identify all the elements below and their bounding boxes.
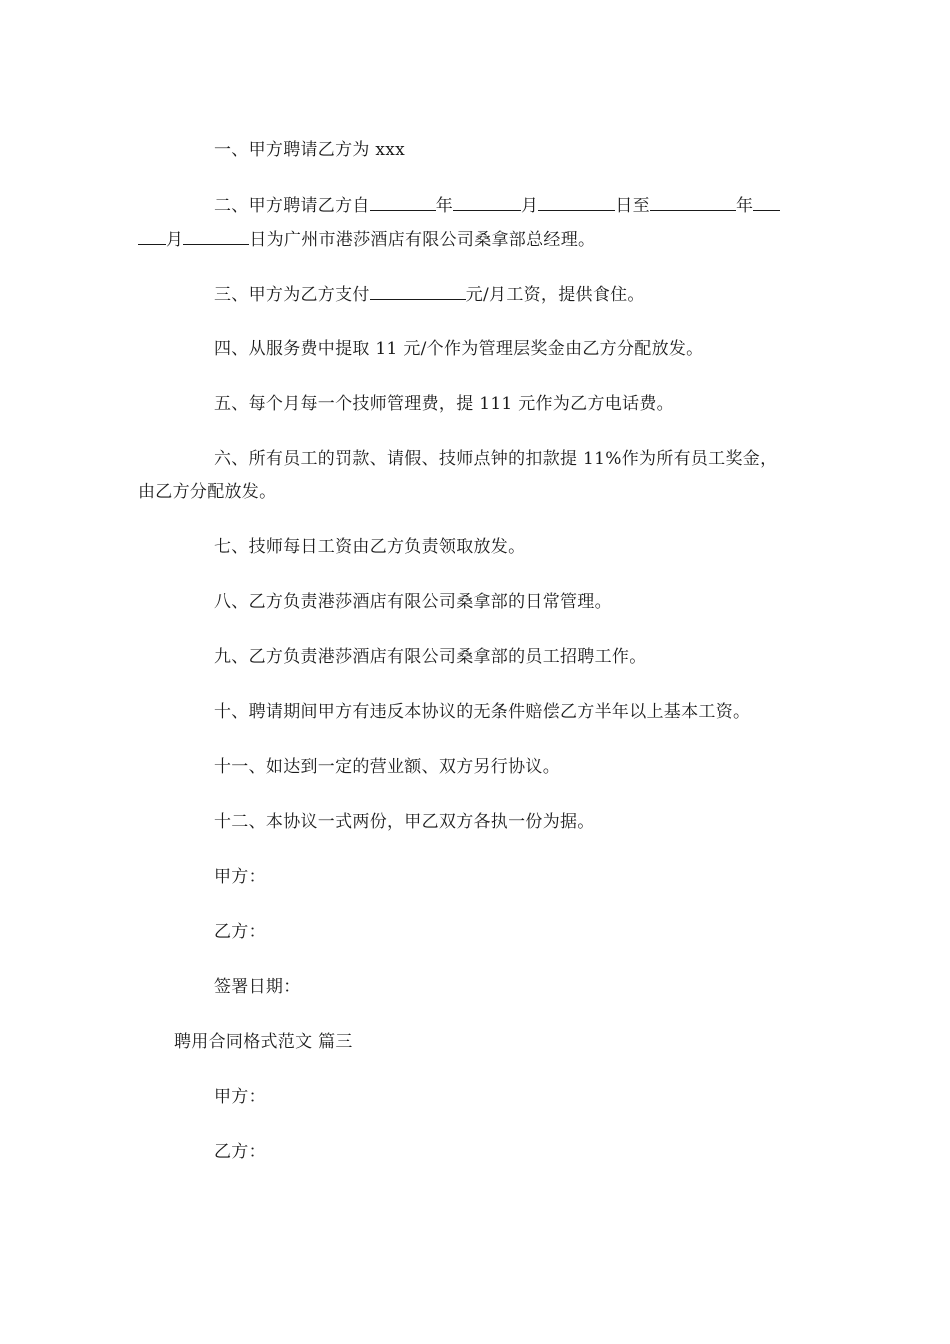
clause-9: 九、乙方负责港莎酒店有限公司桑拿部的员工招聘工作。	[214, 647, 647, 667]
clause-2-year2: 年	[735, 196, 754, 216]
blank-end-day	[183, 228, 249, 245]
blank-start-month	[453, 194, 521, 211]
blank-end-month-part2	[138, 228, 166, 245]
section3-party-a: 甲方：	[214, 1087, 266, 1107]
clause-5: 五、每个月每一个技师管理费，提 111 元作为乙方电话费。	[214, 394, 674, 414]
clause-3-prefix: 三、甲方为乙方支付	[214, 285, 370, 305]
clause-7: 七、技师每日工资由乙方负责领取放发。	[214, 537, 526, 557]
section-heading: 聘用合同格式范文 篇三	[174, 1032, 353, 1052]
clause-2-prefix: 二、甲方聘请乙方自	[214, 196, 370, 216]
clause-6-line-1: 六、所有员工的罚款、请假、技师点钟的扣款提 11%作为所有员工奖金，	[214, 449, 778, 469]
clause-2-line-1	[214, 194, 780, 217]
section3-party-b: 乙方：	[214, 1142, 266, 1162]
clause-4: 四、从服务费中提取 11 元/个作为管理层奖金由乙方分配放发。	[214, 339, 704, 359]
clause-11: 十一、如达到一定的营业额、双方另行协议。	[214, 757, 560, 777]
signature-party-b: 乙方：	[214, 922, 266, 942]
blank-end-month-part1	[753, 194, 780, 211]
blank-end-year	[650, 194, 736, 211]
clause-2-month2: 月	[166, 230, 184, 250]
clause-2-line-2	[138, 228, 595, 251]
clause-3-suffix: 元/月工资，提供食住。	[465, 285, 645, 305]
blank-salary	[370, 283, 466, 300]
clause-2-month1: 月	[521, 196, 539, 216]
clause-12: 十二、本协议一式两份，甲乙双方各执一份为据。	[214, 812, 595, 832]
clause-2-tail: 日为广州市港莎酒店有限公司桑拿部总经理。	[249, 230, 596, 250]
blank-start-year	[370, 194, 436, 211]
blank-start-day	[538, 194, 615, 211]
clause-8: 八、乙方负责港莎酒店有限公司桑拿部的日常管理。	[214, 592, 612, 612]
clause-1: 一、甲方聘请乙方为 xxx	[214, 140, 406, 160]
clause-10: 十、聘请期间甲方有违反本协议的无条件赔偿乙方半年以上基本工资。	[214, 702, 751, 722]
clause-3	[214, 283, 645, 306]
clause-2-year1: 年	[435, 196, 454, 216]
signature-date: 签署日期：	[214, 977, 301, 997]
clause-2-day1: 日至	[615, 196, 650, 216]
clause-6-line-2: 由乙方分配放发。	[138, 482, 277, 502]
signature-party-a: 甲方：	[214, 867, 266, 887]
